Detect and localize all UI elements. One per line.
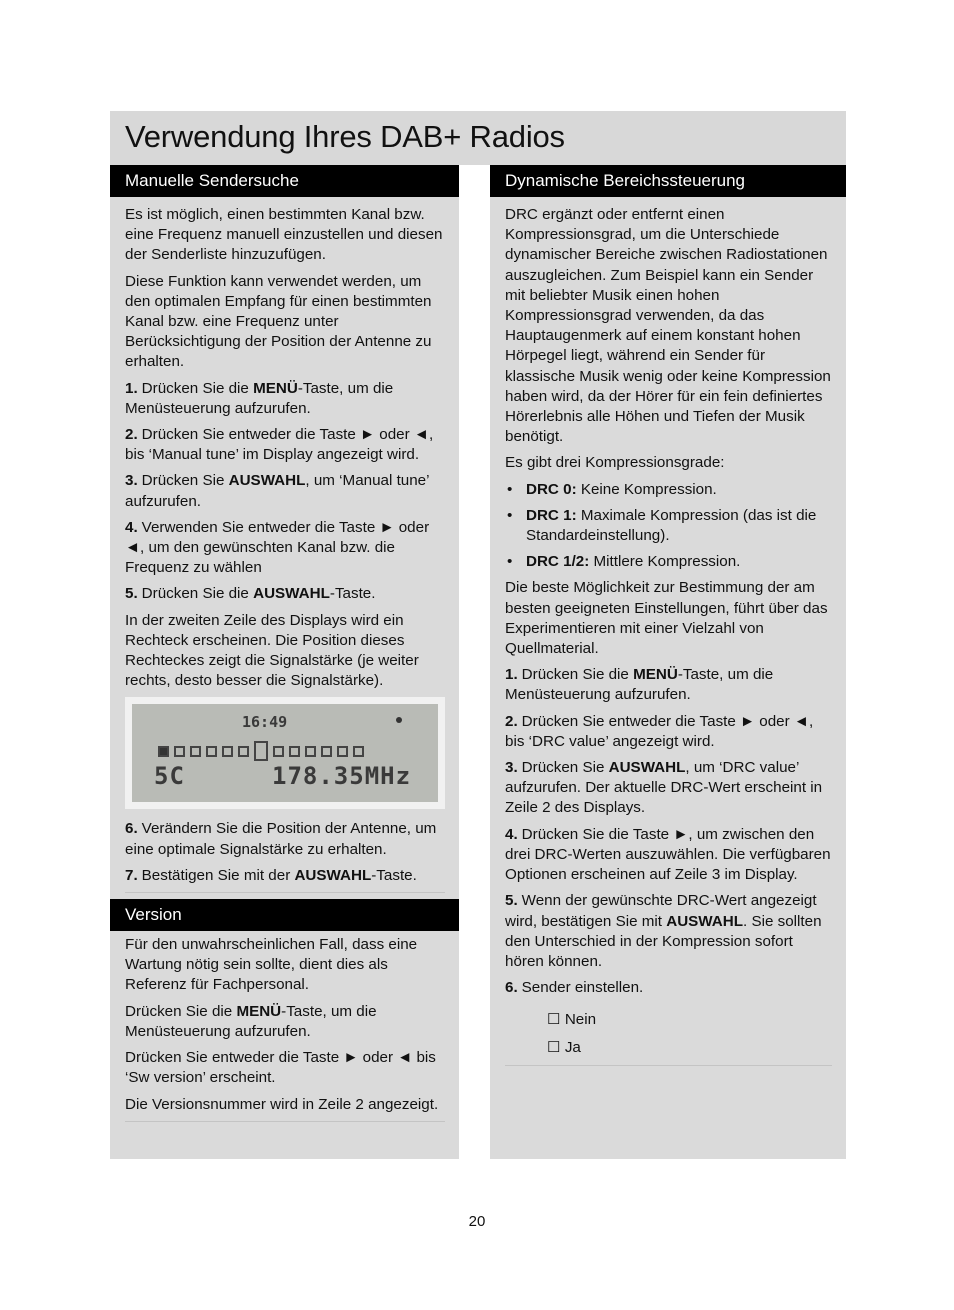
drc-level-label: DRC 1: [526, 506, 577, 524]
divider [125, 1121, 445, 1122]
paragraph: Diese Funktion kann verwendet werden, um den optimalen Empfang für einen bestimmten Kanal bzw. eine Frequenz unter Berücksichtigung der Position der Antenne zu erhalten. [125, 272, 432, 371]
step-text: Bestätigen Sie mit der [141, 866, 295, 884]
step-item [125, 584, 445, 604]
lcd-frequency: 178.35MHz [272, 762, 412, 791]
step-number: 3. [505, 759, 518, 777]
step-item [125, 425, 445, 465]
paragraph: Es ist möglich, einen bestimmten Kanal bzw. eine Frequenz manuell einzustellen und diesen der Senderliste hinzuzufügen. [125, 206, 443, 264]
lcd-indicator-dot [396, 717, 402, 723]
step-text: Drücken Sie entweder die Taste ► oder ◄, bis ‘DRC value’ angezeigt wird. [505, 712, 814, 750]
step-bold-text: AUSWAHL [253, 585, 330, 603]
version-content [110, 931, 459, 1115]
page-title: Verwendung Ihres DAB+ Radios [125, 119, 565, 154]
steps-list-a [125, 379, 445, 605]
step-text: Drücken Sie entweder die Taste ► oder ◄, bis ‘Manual tune’ im Display angezeigt wird. [125, 426, 434, 464]
section-header-version: Version [110, 899, 459, 931]
step-number: 2. [505, 712, 518, 730]
step-number: 2. [125, 426, 138, 444]
paragraph: DRC ergänzt oder entfernt einen Kompressionsgrad, um die Unterschiede dynamischer Bereiche zwischen Radiostationen auszugleichen. Zum Beispiel kann ein Sender mit beliebter Musik einen hohen Kompressionsgrad verwenden, da das Hauptaugenmerk auf einem konstant hohen Hörpegel liegt, während ein Sender für klassische Musik wenig oder keine Kompression haben wird, da der Hörer für ein fein definiertes Hörerlebnis alle Höhen und Tiefen der Musik benötigt. [505, 206, 831, 446]
step-number: 4. [505, 825, 518, 843]
signal-square [305, 746, 316, 757]
step-number: 4. [125, 518, 138, 536]
signal-square [353, 746, 364, 757]
paragraph [125, 1002, 445, 1042]
divider [125, 892, 445, 893]
step-bold-text: MENÜ [253, 379, 298, 397]
drc-level-text: Keine Kompression. [576, 480, 717, 498]
signal-square [222, 746, 233, 757]
step-item [125, 379, 445, 419]
drc-bullet-item [505, 506, 832, 546]
step-item [125, 471, 445, 511]
signal-square [190, 746, 201, 757]
signal-strength-bar [158, 741, 364, 761]
checkbox-option: ☐ Ja [547, 1038, 581, 1056]
drc-level-text: Mittlere Kompression. [589, 553, 741, 571]
drc-bullet-list [505, 480, 832, 573]
bold-text: MENÜ [236, 1002, 282, 1020]
column-gap [459, 165, 490, 1159]
step-text: -Taste. [371, 866, 417, 884]
signal-cursor [254, 741, 268, 761]
step-item [125, 518, 445, 579]
step-text: -Taste, um die Menüsteuerung aufzurufen. [505, 666, 774, 704]
step-item [505, 891, 832, 972]
step-bold-text: MENÜ [633, 666, 678, 684]
divider [505, 1065, 832, 1066]
signal-square [158, 746, 169, 757]
right-column [490, 165, 846, 1159]
section-header-manual-tune: Manuelle Sendersuche [110, 165, 459, 197]
step-number: 6. [125, 820, 138, 838]
step-number: 1. [505, 666, 518, 684]
step-item [505, 712, 832, 752]
text: Drücken Sie die [125, 1002, 237, 1020]
left-column [110, 165, 459, 1159]
lcd-time: 16:49 [242, 713, 288, 732]
step-text: . Sie sollten den Unterschied in der Kompression sofort hören können. [505, 912, 822, 970]
step-text: Drücken Sie [141, 472, 229, 490]
drc-options [547, 1010, 832, 1057]
step-number: 1. [125, 379, 138, 397]
drc-level-text: Maximale Kompression (das ist die Standardeinstellung). [526, 506, 817, 545]
step-item [125, 866, 445, 886]
lcd-screen [132, 704, 438, 802]
step-number: 7. [125, 866, 138, 884]
step-text: Sender einstellen. [521, 979, 644, 997]
section-header-drc: Dynamische Bereichssteuerung [490, 165, 846, 197]
step-bold-text: AUSWAHL [608, 759, 686, 777]
step-text: -Taste, um die Menüsteuerung aufzurufen. [125, 379, 394, 417]
step-text: Drücken Sie die [521, 666, 634, 684]
paragraph: In der zweiten Zeile des Displays wird ein Rechteck erscheinen. Die Position dieses Rechteckes zeigt die Signalstärke (je weiter rechts, desto besser die Signalstärke). [125, 611, 419, 690]
step-number: 6. [505, 979, 518, 997]
title-band [110, 111, 846, 165]
drc-steps-list [505, 665, 832, 998]
step-item [505, 665, 832, 705]
step-text: Verwenden Sie entweder die Taste ► oder ◄, um den gewünschten Kanal bzw. die Frequenz zu wählen [125, 518, 430, 577]
text: -Taste, um die Menüsteuerung aufzurufen. [125, 1002, 377, 1040]
step-text: , um ‘DRC value’ aufzurufen. Der aktuelle DRC-Wert erscheint in Zeile 2 des Displays. [505, 759, 823, 817]
signal-square [206, 746, 217, 757]
step-text: Drücken Sie [521, 759, 609, 777]
step-text: Drücken Sie die Taste ►, um zwischen den drei DRC-Werten auszuwählen. Die verfügbaren Optionen erscheinen auf Zeile 3 im Display. [505, 825, 831, 884]
step-bold-text: AUSWAHL [228, 472, 306, 490]
lcd-line-2 [154, 762, 412, 791]
step-item [505, 758, 832, 819]
drc-level-label: DRC 0: [526, 480, 577, 498]
step-item [505, 978, 832, 998]
paragraph: Die beste Möglichkeit zur Bestimmung der am besten geeigneten Einstellungen, führt über das Experimentieren mit einer Vielzahl von Quellmaterial. [505, 579, 828, 658]
manual-page [110, 111, 846, 1159]
signal-square [321, 746, 332, 757]
step-item [125, 819, 445, 859]
signal-square [273, 746, 284, 757]
paragraph: Drücken Sie entweder die Taste ► oder ◄ bis ‘Sw version’ erscheint. [125, 1049, 436, 1087]
lcd-display-image [125, 697, 445, 809]
step-number: 5. [505, 892, 518, 910]
page-number: 20 [468, 1213, 486, 1230]
manual-tune-content [110, 197, 459, 886]
step-text: Verändern Sie die Position der Antenne, um eine optimale Signalstärke zu erhalten. [125, 820, 437, 858]
steps-list-b [125, 819, 445, 886]
step-item [505, 825, 832, 886]
step-text: -Taste. [329, 585, 376, 603]
drc-level-label: DRC 1/2: [526, 553, 590, 571]
step-text: Drücken Sie die [141, 585, 254, 603]
drc-content [490, 197, 846, 1058]
checkbox-option: ☐ Nein [547, 1011, 597, 1029]
step-bold-text: AUSWAHL [666, 912, 744, 930]
drc-bullet-item [505, 480, 832, 500]
paragraph: Es gibt drei Kompressionsgrade: [505, 454, 725, 472]
lcd-channel: 5C [154, 762, 185, 791]
signal-square [238, 746, 249, 757]
signal-square [337, 746, 348, 757]
step-text: Wenn der gewünschte DRC-Wert angezeigt wird, bestätigen Sie mit [505, 892, 817, 930]
step-bold-text: AUSWAHL [294, 866, 372, 884]
paragraph: Die Versionsnummer wird in Zeile 2 angezeigt. [125, 1095, 439, 1113]
step-number: 3. [125, 472, 138, 490]
signal-square [174, 746, 185, 757]
drc-bullet-item [505, 552, 832, 572]
step-text: , um ‘Manual tune’ aufzurufen. [125, 472, 429, 510]
step-text: Drücken Sie die [141, 379, 254, 397]
step-number: 5. [125, 585, 138, 603]
paragraph: Für den unwahrscheinlichen Fall, dass eine Wartung nötig sein sollte, dient dies als Referenz für Fachpersonal. [125, 936, 418, 994]
signal-square [289, 746, 300, 757]
